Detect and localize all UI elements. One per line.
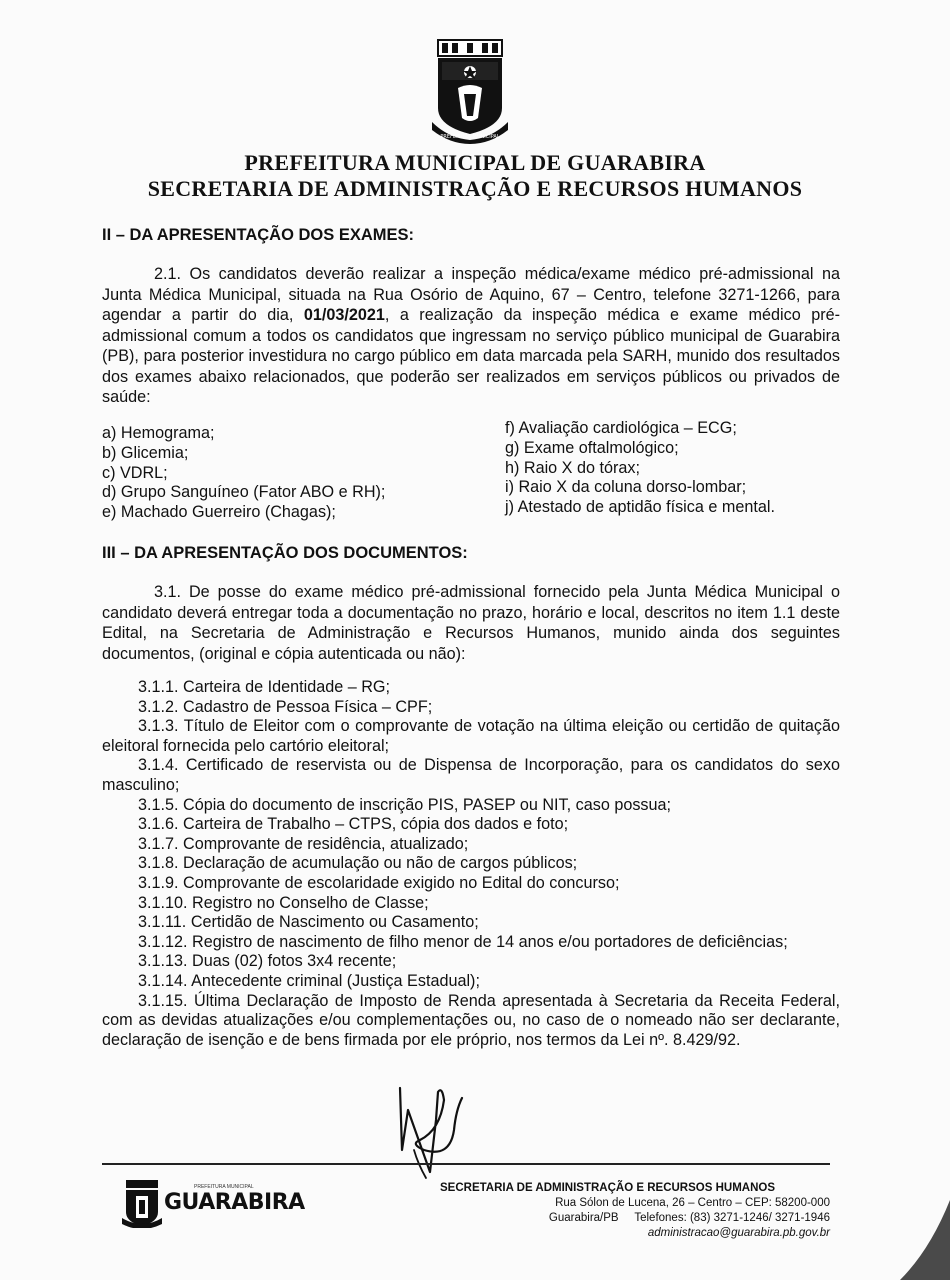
document-item-number: 3.1.9. (138, 873, 179, 892)
footer-logo (122, 1178, 305, 1228)
exam-list-left (102, 424, 385, 523)
document-item-text: Comprovante de residência, atualizado; (183, 834, 469, 853)
document-item (102, 972, 840, 992)
document-item-text: Comprovante de escolaridade exigido no Edital do concurso; (183, 873, 620, 892)
section2-paragraph-date: 01/03/2021 (303, 306, 385, 324)
document-item-text: Título de Eleitor com o comprovante de votação na última eleição ou certidão de quitação eleitoral fornecida pelo cartório eleitoral; (102, 717, 840, 755)
header-title-line2: SECRETARIA DE ADMINISTRAÇÃO E RECURSOS HUMANOS (147, 176, 803, 201)
section3-paragraph (102, 582, 840, 664)
crest-label: PREFEITURA MUNICIPAL (440, 134, 500, 140)
document-item-text: Registro de nascimento de filho menor de 14 anos e/ou portadores de deficiências; (192, 932, 788, 951)
exam-item: f) Avaliação cardiológica – ECG; (505, 419, 737, 437)
document-item-text: Carteira de Trabalho – CTPS, cópia dos dados e foto; (183, 815, 569, 834)
footer-phones: Guarabira/PB Telefones: (83) 3271-1246/ 3271-1946 (548, 1212, 830, 1224)
document-item-text: Duas (02) fotos 3x4 recente; (192, 952, 397, 971)
document-item (102, 913, 840, 933)
exam-list-right (505, 419, 775, 518)
document-list (102, 678, 840, 1050)
section2-paragraph (102, 264, 840, 408)
document-item (102, 874, 840, 894)
document-item-number: 3.1.2. (138, 697, 179, 716)
footer-title: SECRETARIA DE ADMINISTRAÇÃO E RECURSOS HUMANOS (440, 1182, 776, 1194)
document-item-text: Certidão de Nascimento ou Casamento; (190, 913, 479, 932)
section2-paragraph-part2: , a realização da inspeção médica e exame médico pré-admissional comum a todos os candidatos que ingressam no serviço público municipal de Guarabira (PB), para posterior investidura no cargo público em data marcada pela SARH, munido dos resultados dos exames abaixo relacionados, que poderão ser realizados em serviços públicos ou privados de saúde: (102, 306, 840, 406)
document-item-text: Última Declaração de Imposto de Renda apresentada à Secretaria da Receita Federal, com as devidas atualizações e/ou complementações ou, no caso de o nomeado não ser declarante, declaração de isenção e de bens firmada por ele próprio, nos termos da Lei nº. 8.429/92. (102, 991, 840, 1049)
document-item (102, 952, 840, 972)
document-item-number: 3.1.11. (138, 913, 187, 932)
document-item (102, 835, 840, 855)
exam-item: d) Grupo Sanguíneo (Fator ABO e RH); (102, 483, 386, 502)
footer-email: administracao@guarabira.pb.gov.br (647, 1227, 830, 1239)
document-item-number: 3.1.12. (138, 932, 188, 951)
document-item (102, 756, 840, 795)
section3-paragraph-text: 3.1. De posse do exame médico pré-admissional fornecido pela Junta Médica Municipal o candidato deverá entregar toda a documentação no prazo, horário e local, descritos no item 1.1 deste Edital, na Secretaria de Administração e Recursos Humanos, munido ainda dos seguintes documentos, (original e cópia autenticada ou não): (102, 583, 840, 663)
document-item-number: 3.1.1. (138, 678, 179, 696)
exam-item: i) Raio X da coluna dorso-lombar; (505, 478, 747, 497)
exam-item: c) VDRL; (102, 463, 168, 482)
document-item (102, 698, 840, 718)
exam-item: j) Atestado de aptidão física e mental. (505, 498, 775, 517)
document-item-text: Declaração de acumulação ou não de cargos públicos; (183, 854, 578, 873)
exam-item: g) Exame oftalmológico; (505, 438, 679, 457)
document-item-number: 3.1.3. (138, 717, 179, 736)
footer-contact (440, 1181, 830, 1241)
document-item-number: 3.1.13. (138, 952, 188, 971)
header-title-line1: PREFEITURA MUNICIPAL DE GUARABIRA (244, 150, 706, 175)
exam-item: e) Machado Guerreiro (Chagas); (102, 503, 336, 522)
document-item (102, 678, 840, 698)
document-item-text: Carteira de Identidade – RG; (183, 678, 390, 696)
footer-logo-caption: PREFEITURA MUNICIPAL (194, 1184, 254, 1190)
handwritten-signature (380, 1080, 490, 1180)
document-item (102, 992, 840, 1051)
city-crest-icon (428, 38, 512, 144)
document-item-number: 3.1.10. (138, 893, 188, 912)
exam-item: b) Glicemia; (102, 443, 189, 462)
document-item-text: Cópia do documento de inscrição PIS, PASEP ou NIT, caso possua; (183, 795, 672, 814)
section3-heading: III – DA APRESENTAÇÃO DOS DOCUMENTOS: (102, 544, 468, 562)
scan-shadow (880, 1200, 950, 1280)
footer-address: Rua Sólon de Lucena, 26 – Centro – CEP: 58200-000 (555, 1197, 830, 1209)
document-item (102, 933, 840, 953)
section2-paragraph-part1: 2.1. Os candidatos deverão realizar a inspeção médica/exame médico pré-admissional na Junta Médica Municipal, situada na Rua Osório de Aquino, 67 – Centro, telefone 3271-1266, para agendar a partir do dia, (102, 265, 840, 324)
document-item-number: 3.1.5. (138, 795, 179, 814)
section2-heading: II – DA APRESENTAÇÃO DOS EXAMES: (102, 226, 415, 244)
document-item (102, 815, 840, 835)
footer-logo-text: GUARABIRA (164, 1190, 305, 1215)
document-item-text: Registro no Conselho de Classe; (192, 893, 429, 912)
document-item-text: Certificado de reservista ou de Dispensa de Incorporação, para os candidatos do sexo masculino; (102, 756, 840, 794)
document-item (102, 854, 840, 874)
document-item (102, 796, 840, 816)
document-item-text: Antecedente criminal (Justiça Estadual); (191, 971, 480, 990)
document-item-number: 3.1.8. (138, 854, 179, 873)
document-item-number: 3.1.14. (138, 971, 188, 990)
document-item-number: 3.1.7. (138, 834, 179, 853)
document-item (102, 717, 840, 756)
exam-item: a) Hemograma; (102, 424, 215, 442)
document-item-number: 3.1.4. (138, 756, 179, 775)
document-item-number: 3.1.6. (138, 815, 179, 834)
exam-item: h) Raio X do tórax; (505, 458, 640, 477)
document-item (102, 894, 840, 914)
footer-crest-icon (122, 1178, 162, 1228)
document-item-number: 3.1.15. (138, 991, 188, 1010)
document-item-text: Cadastro de Pessoa Física – CPF; (183, 697, 433, 716)
footer-divider (102, 1163, 830, 1165)
